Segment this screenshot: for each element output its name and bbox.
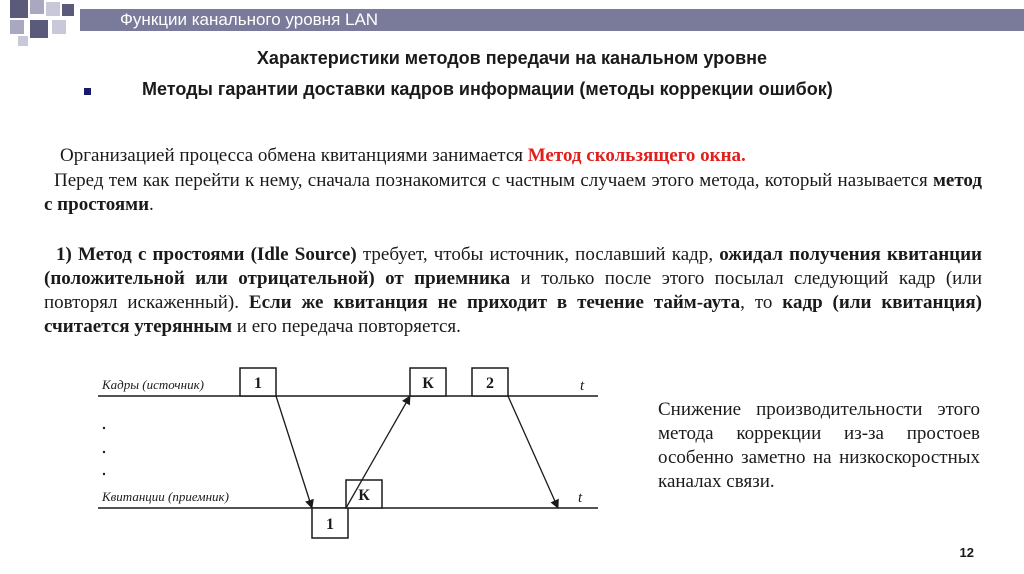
- axis-dot: [103, 473, 105, 475]
- ack-bottom-label: К: [358, 487, 370, 504]
- performance-note: Снижение производительности этого метода коррекции из-за простоев особенно заметно на низкоскоростных каналах связи.: [658, 399, 980, 492]
- axis-dot: [103, 427, 105, 429]
- receiver-label: Квитанции (приемник): [102, 489, 229, 504]
- frame-1-label: 1: [254, 375, 262, 392]
- section-subtitle: Характеристики методов передачи на канальном уровне: [256, 48, 768, 68]
- ack-top-label: К: [422, 375, 434, 392]
- frame-2-label: 2: [486, 375, 494, 392]
- frame-1-received-label: 1: [326, 516, 334, 533]
- sliding-window-highlight: Метод скользящего окна.: [527, 145, 746, 166]
- source-label: Кадры (источник): [102, 377, 204, 392]
- paragraph-transition: Перед тем как перейти к нему, сначала познакомится с частным случаем этого метода, который называется метод с простоями.: [44, 170, 982, 215]
- axis-dot: [103, 451, 105, 453]
- slide-title: Функции канального уровня LAN: [120, 10, 379, 29]
- bullet-text: Методы гарантии доставки кадров информации (методы коррекции ошибок): [142, 79, 833, 99]
- time-label-bottom: t: [578, 490, 583, 506]
- arrow-frame-2: [508, 396, 558, 508]
- page-number: 12: [959, 545, 974, 560]
- paragraph-idle-source: 1) Метод с простоями (Idle Source) требует, чтобы источник, пославший кадр, ожидал получения квитанции (положительной или отрицательной) от приемника и только после этого посылал следующий кадр (или повторял искаженный). Если же квитанция не приходит в течение тайм-аута, то кадр (или квитанция) считается утерянным и его передача повторяется.: [44, 244, 983, 337]
- paragraph-intro: Организацией процесса обмена квитанциями занимается Метод скользящего окна.: [60, 145, 746, 166]
- time-label-top: t: [580, 378, 585, 394]
- arrow-frame-1: [276, 396, 312, 508]
